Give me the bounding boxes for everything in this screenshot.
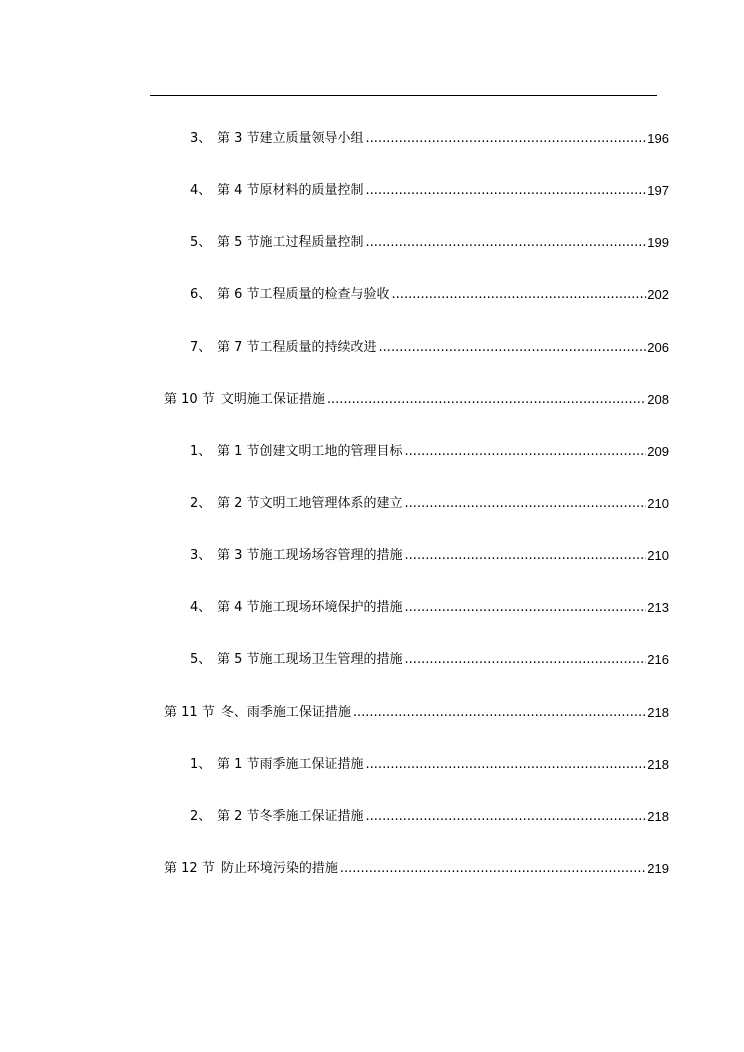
toc-entry-page: 218 (647, 705, 669, 720)
toc-entry-title: 第 2 节文明工地管理体系的建立 (217, 496, 403, 511)
toc-entry-title: 第 6 节工程质量的检查与验收 (217, 287, 390, 302)
toc-entry-number: 6、 (190, 287, 212, 302)
toc-entry-title: 第 4 节施工现场环境保护的措施 (217, 600, 403, 615)
toc-entry[interactable] (190, 650, 669, 670)
toc-dot-leader (366, 807, 647, 827)
toc-entry-number: 4、 (190, 183, 212, 198)
toc-entry-page: 216 (647, 652, 669, 667)
toc-entry-number: 第 11 节 (164, 705, 215, 720)
toc-entry-page: 202 (647, 287, 669, 302)
toc-entry-page: 196 (647, 131, 669, 146)
toc-dot-leader (405, 442, 647, 462)
toc-entry-number: 4、 (190, 600, 212, 615)
toc-dot-leader (392, 285, 647, 305)
toc-dot-leader (353, 703, 646, 723)
toc-entry[interactable] (190, 442, 669, 462)
toc-entry-number: 1、 (190, 444, 212, 459)
toc-entry-page: 208 (647, 392, 669, 407)
toc-entry[interactable] (190, 807, 669, 827)
toc-dot-leader (405, 546, 647, 566)
toc-entry-title: 第 1 节创建文明工地的管理目标 (217, 444, 403, 459)
toc-entry-page: 199 (647, 235, 669, 250)
header-rule (150, 95, 657, 96)
toc-entry[interactable] (190, 494, 669, 514)
toc-dot-leader (366, 181, 647, 201)
toc-entry-title: 第 5 节施工过程质量控制 (217, 235, 364, 250)
toc-dot-leader (366, 129, 647, 149)
toc-entry-number: 3、 (190, 131, 212, 146)
toc-entry-page: 210 (647, 548, 669, 563)
toc-entry-number: 2、 (190, 809, 212, 824)
toc-dot-leader (327, 390, 646, 410)
toc-entry-title: 第 1 节雨季施工保证措施 (217, 757, 364, 772)
toc-section-entry[interactable] (164, 703, 669, 723)
toc-entry[interactable] (190, 546, 669, 566)
toc-section-entry[interactable] (164, 390, 669, 410)
toc-entry[interactable] (190, 285, 669, 305)
toc-dot-leader (366, 233, 647, 253)
toc-dot-leader (405, 650, 647, 670)
toc-entry-page: 197 (647, 183, 669, 198)
toc-entry-page: 210 (647, 496, 669, 511)
toc-entry[interactable] (190, 338, 669, 358)
toc-entry-title: 第 4 节原材料的质量控制 (217, 183, 364, 198)
toc-entry-number: 第 12 节 (164, 861, 215, 876)
toc-entry-title: 文明施工保证措施 (220, 392, 325, 407)
toc-entry[interactable] (190, 181, 669, 201)
toc-entry-title: 第 3 节施工现场场容管理的措施 (217, 548, 403, 563)
toc-entry[interactable] (190, 129, 669, 149)
toc-entry-title: 防止环境污染的措施 (220, 861, 338, 876)
toc-dot-leader (340, 859, 646, 879)
toc-entry-number: 5、 (190, 652, 212, 667)
toc-dot-leader (366, 755, 647, 775)
toc-entry-title: 冬、雨季施工保证措施 (220, 705, 351, 720)
toc-entry-title: 第 3 节建立质量领导小组 (217, 131, 364, 146)
toc-entry-number: 2、 (190, 496, 212, 511)
toc-entry-page: 218 (647, 757, 669, 772)
toc-entry-number: 第 10 节 (164, 392, 215, 407)
toc-section-entry[interactable] (164, 859, 669, 879)
toc-entry-title: 第 2 节冬季施工保证措施 (217, 809, 364, 824)
toc-dot-leader (405, 494, 647, 514)
toc-entry-title: 第 5 节施工现场卫生管理的措施 (217, 652, 403, 667)
toc-entry-page: 206 (647, 340, 669, 355)
toc-entry-number: 5、 (190, 235, 212, 250)
toc-dot-leader (379, 338, 647, 358)
toc-entry-page: 213 (647, 600, 669, 615)
toc-entry-number: 1、 (190, 757, 212, 772)
toc-entry-title: 第 7 节工程质量的持续改进 (217, 340, 377, 355)
toc-entry-page: 218 (647, 809, 669, 824)
toc-entry-number: 7、 (190, 340, 212, 355)
toc-entry-number: 3、 (190, 548, 212, 563)
toc-entry[interactable] (190, 233, 669, 253)
toc-entry-page: 209 (647, 444, 669, 459)
toc-entry[interactable] (190, 598, 669, 618)
toc-entry-page: 219 (647, 861, 669, 876)
toc-entry[interactable] (190, 755, 669, 775)
toc-dot-leader (405, 598, 647, 618)
